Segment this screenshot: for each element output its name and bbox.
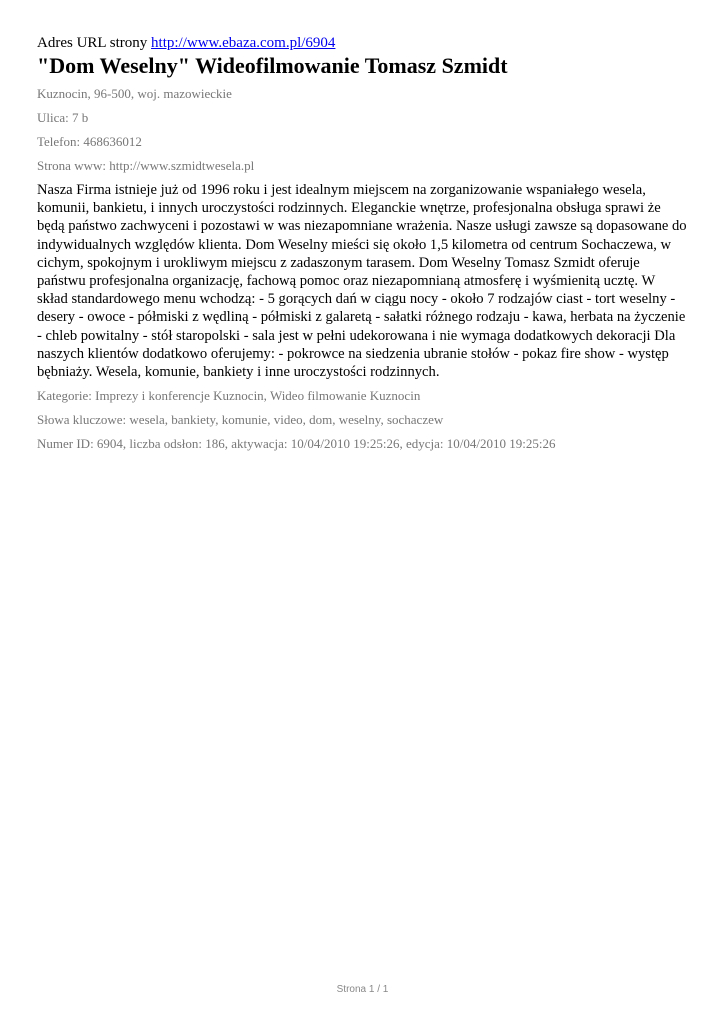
document-page: [37, 33, 687, 459]
listing-title: "Dom Weselny" Wideofilmowanie Tomasz Szmidt: [37, 53, 508, 78]
page-url-label: Adres URL strony: [37, 35, 148, 51]
page-url-link[interactable]: http://www.ebaza.com.pl/6904: [151, 35, 336, 51]
listing-website: Strona www: http://www.szmidtwesela.pl: [37, 158, 255, 173]
listing-phone: Telefon: 468636012: [37, 134, 142, 149]
page-url-line: [37, 33, 687, 53]
listing-categories: Kategorie: Imprezy i konferencje Kuznocin, Wideo filmowanie Kuznocin: [37, 388, 421, 404]
listing-location: Kuznocin, 96-500, woj. mazowieckie: [37, 86, 232, 101]
listing-keywords: Słowa kluczowe: wesela, bankiety, komunie, video, dom, weselny, sochaczew: [37, 412, 444, 428]
listing-description: Nasza Firma istnieje już od 1996 roku i jest idealnym miejscem na zorganizowanie wspaniałego wesela, komunii, bankietu, i innych uroczystości rodzinnych. Eleganckie wnętrze, profesjonalna obsługa sprawi że będą państwo zachwyceni i pozostawi w was niezapomniane wrażenia. Nasze usługi zawsze są dopasowane do indywidualnych względów klienta. Dom Weselny mieści się około 1,5 kilometra od centrum Sochaczewa, w cichym, spokojnym i urokliwym miejscu z zadaszonym tarasem. Dom Weselny Tomasz Szmidt oferuje państwu profesjonalna organizację, fachową pomoc oraz niezapomnianą atmosferę i wyśmienitą ucztę. W skład standardowego menu wchodzą: - 5 gorących dań w ciągu nocy - około 7 rodzajów ciast - tort weselny - desery - owoce - półmiski z wędliną - półmiski z galaretą - sałatki różnego rodzaju - kawa, herbata na życzenie - chleb powitalny - stół staropolski - sala jest w pełni udekorowana i nie wymaga dodatkowych dekoracji Dla naszych klientów dodatkowo oferujemy: - pokrowce na siedzenia ubranie stołów - pokaz fire show - występ bębniaży. Wesela, komunie, bankiety i inne uroczystości rodzinnych.: [37, 182, 687, 381]
page-number-footer: Strona 1 / 1: [336, 984, 389, 995]
listing-street: Ulica: 7 b: [37, 110, 89, 125]
listing-record-info: Numer ID: 6904, liczba odsłon: 186, aktywacja: 10/04/2010 19:25:26, edycja: 10/04/2010 19:25:26: [37, 436, 556, 452]
